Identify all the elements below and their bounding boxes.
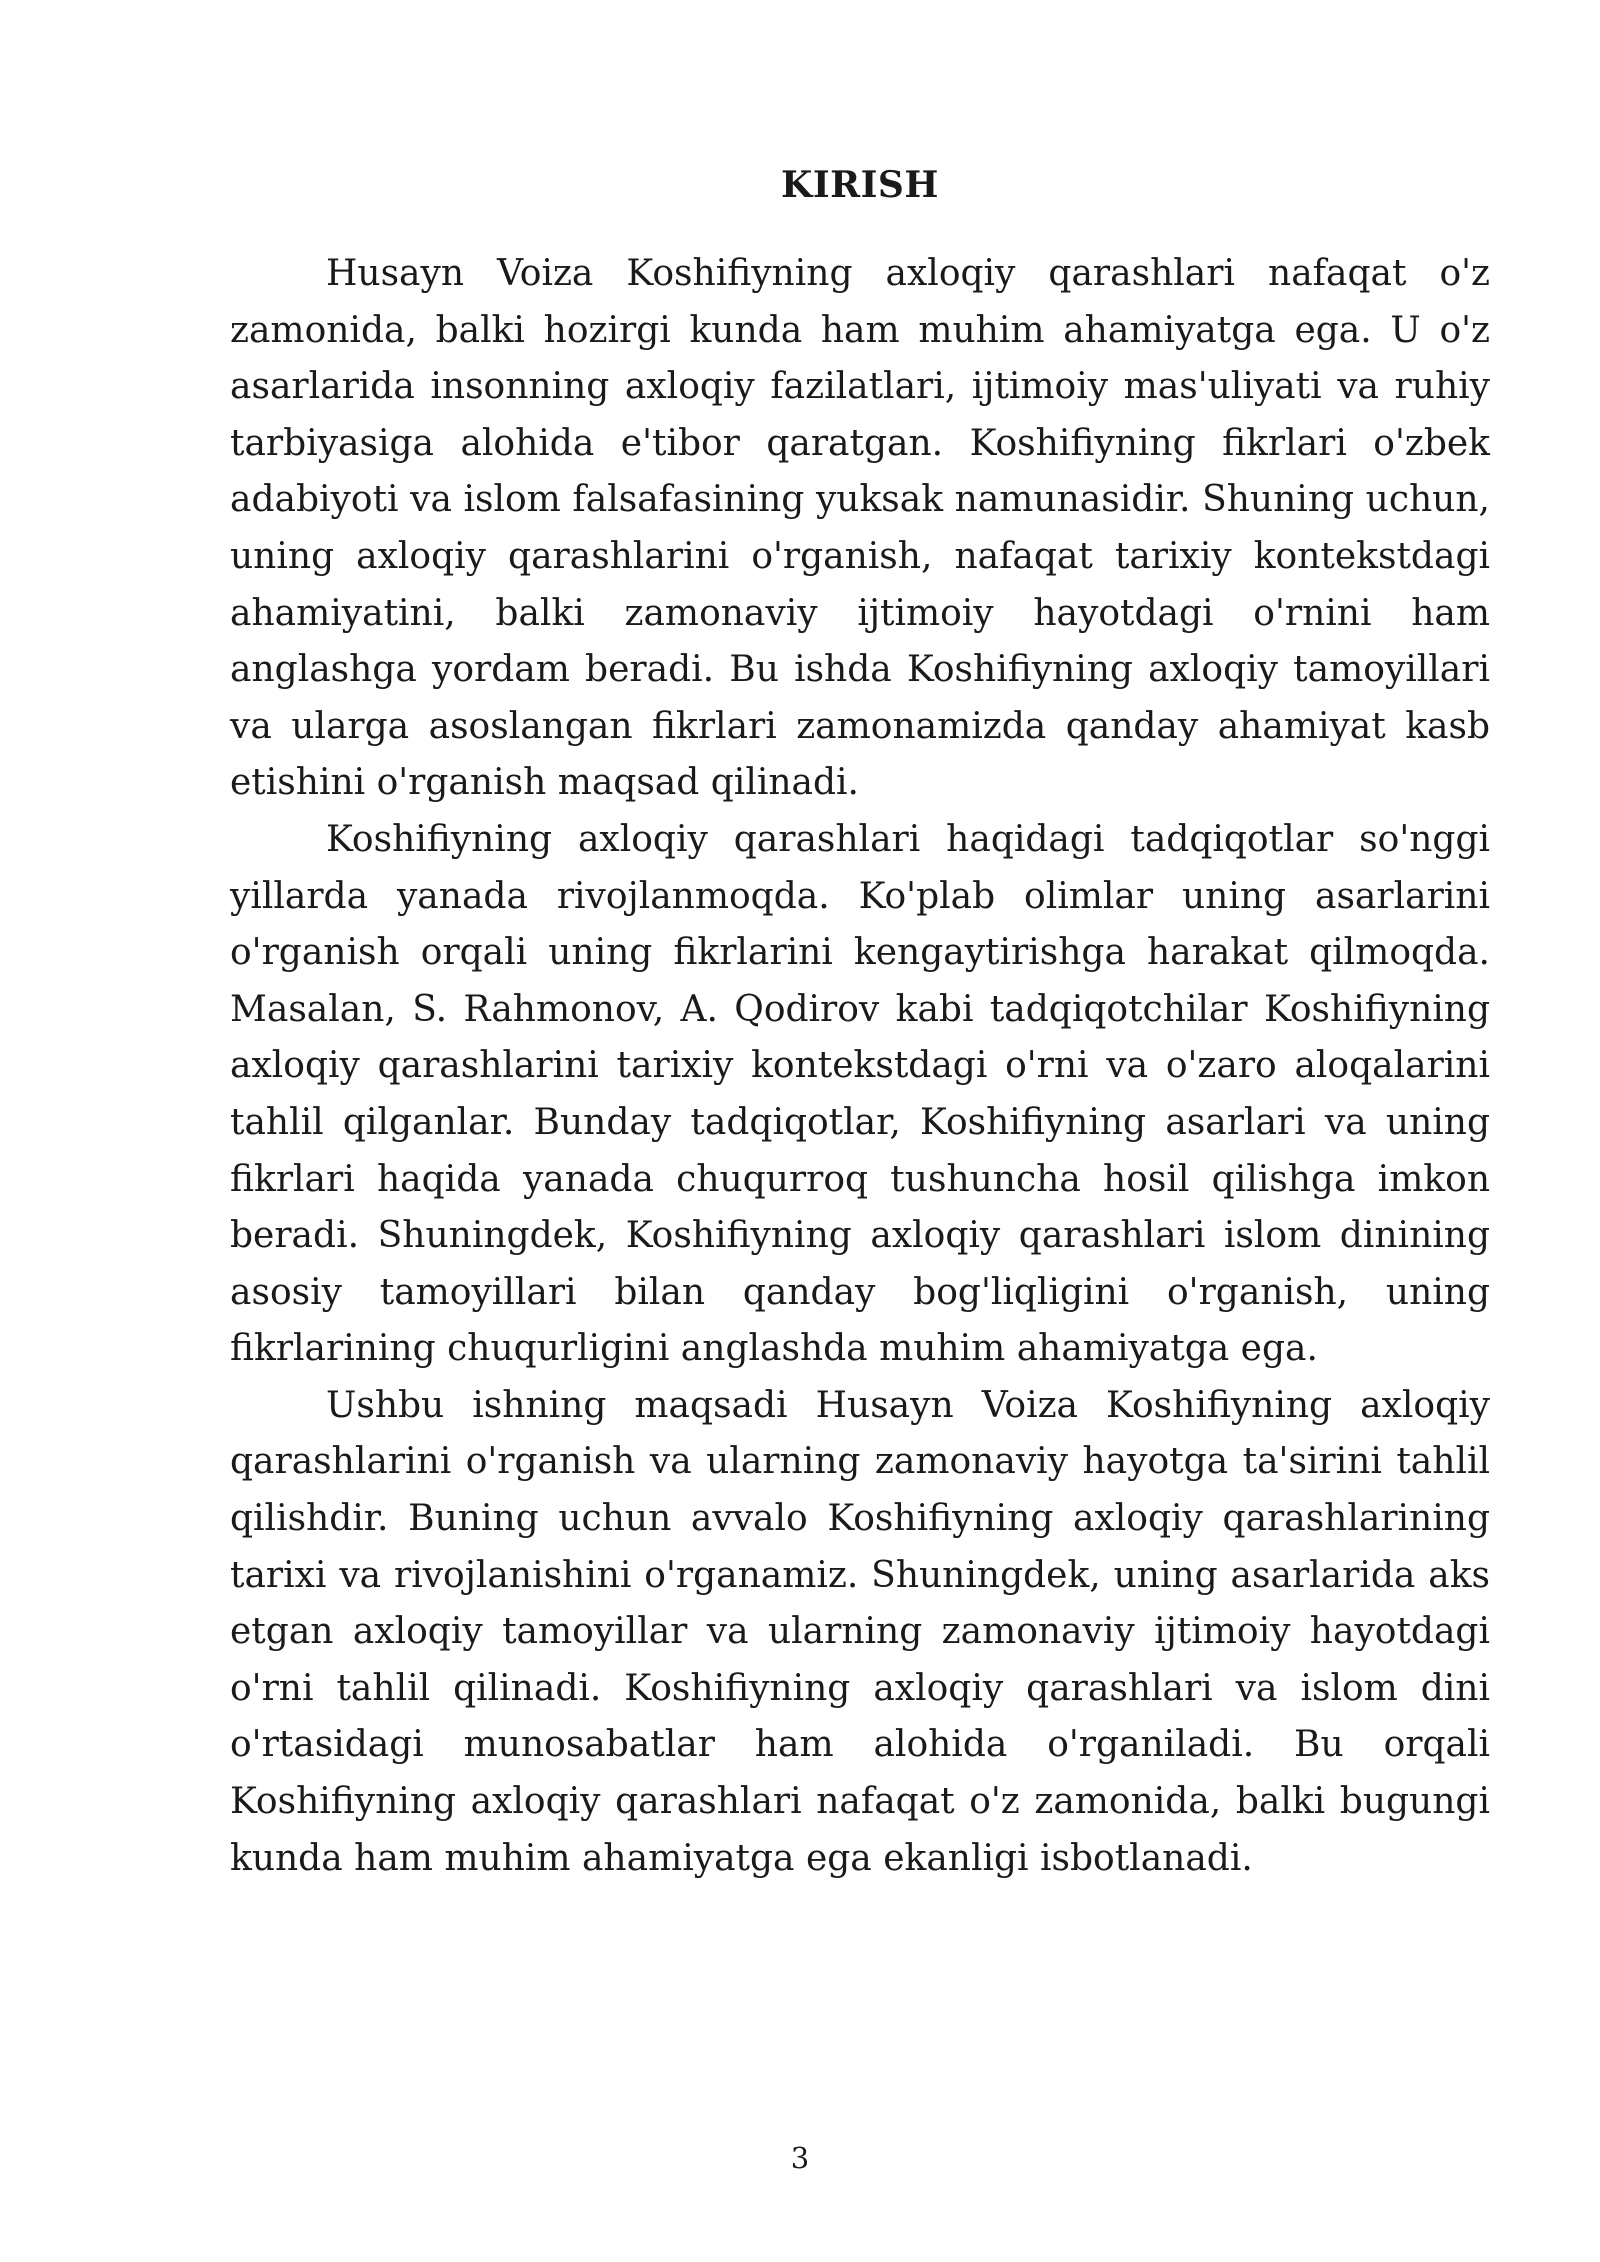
page-number: 3 xyxy=(790,2141,810,2175)
paragraph-3: Ushbu ishning maqsadi Husayn Voiza Koshifiyning axloqiy qarashlarini o'rganish va ularning zamonaviy hayotga ta'sirini tahlil qilishdir. Buning uchun avvalo Koshifiyning axloqiy qarashlarining tarixi va rivojlanishini o'rganamiz. Shuningdek, uning asarlarida aks etgan axloqiy tamoyillar va ularning zamonaviy ijtimoiy hayotdagi o'rni tahlil qilinadi. Koshifiyning axloqiy qarashlari va islom dini o'rtasidagi munosabatlar ham alohida o'rganiladi. Bu orqali Koshifiyning axloqiy qarashlari nafaqat o'z zamonida, balki bugungi kunda ham muhim ahamiyatga ega ekanligi isbotlanadi. xyxy=(230,1384,1490,1879)
paragraph-2: Koshifiyning axloqiy qarashlari haqidagi tadqiqotlar so'nggi yillarda yanada rivojlanmoqda. Ko'plab olimlar uning asarlarini o'rganish orqali uning fikrlarini kengaytirishga harakat qilmoqda. Masalan, S. Rahmonov, A. Qodirov kabi tadqiqotchilar Koshifiyning axloqiy qarashlarini tarixiy kontekstdagi o'rni va o'zaro aloqalarini tahlil qilganlar. Bunday tadqiqotlar, Koshifiyning asarlari va uning fikrlari haqida yanada chuqurroq tushuncha hosil qilishga imkon beradi. Shuningdek, Koshifiyning axloqiy qarashlari islom dinining asosiy tamoyillari bilan qanday bog'liqligini o'rganish, uning fikrlarining chuqurligini anglashda muhim ahamiyatga ega. xyxy=(230,818,1490,1370)
page-title: KIRISH xyxy=(781,164,939,206)
paragraph-1: Husayn Voiza Koshifiyning axloqiy qarashlari nafaqat o'z zamonida, balki hozirgi kunda ham muhim ahamiyatga ega. U o'z asarlarida insonning axloqiy fazilatlari, ijtimoiy mas'uliyati va ruhiy tarbiyasiga alohida e'tibor qaratgan. Koshifiyning fikrlari o'zbek adabiyoti va islom falsafasining yuksak namunasidir. Shuning uchun, uning axloqiy qarashlarini o'rganish, nafaqat tarixiy kontekstdagi ahamiyatini, balki zamonaviy ijtimoiy hayotdagi o'rnini ham anglashga yordam beradi. Bu ishda Koshifiyning axloqiy tamoyillari va ularga asoslangan fikrlari zamonamizda qanday ahamiyat kasb etishini o'rganish maqsad qilinadi. xyxy=(230,253,1490,804)
body-text xyxy=(230,246,1490,1887)
